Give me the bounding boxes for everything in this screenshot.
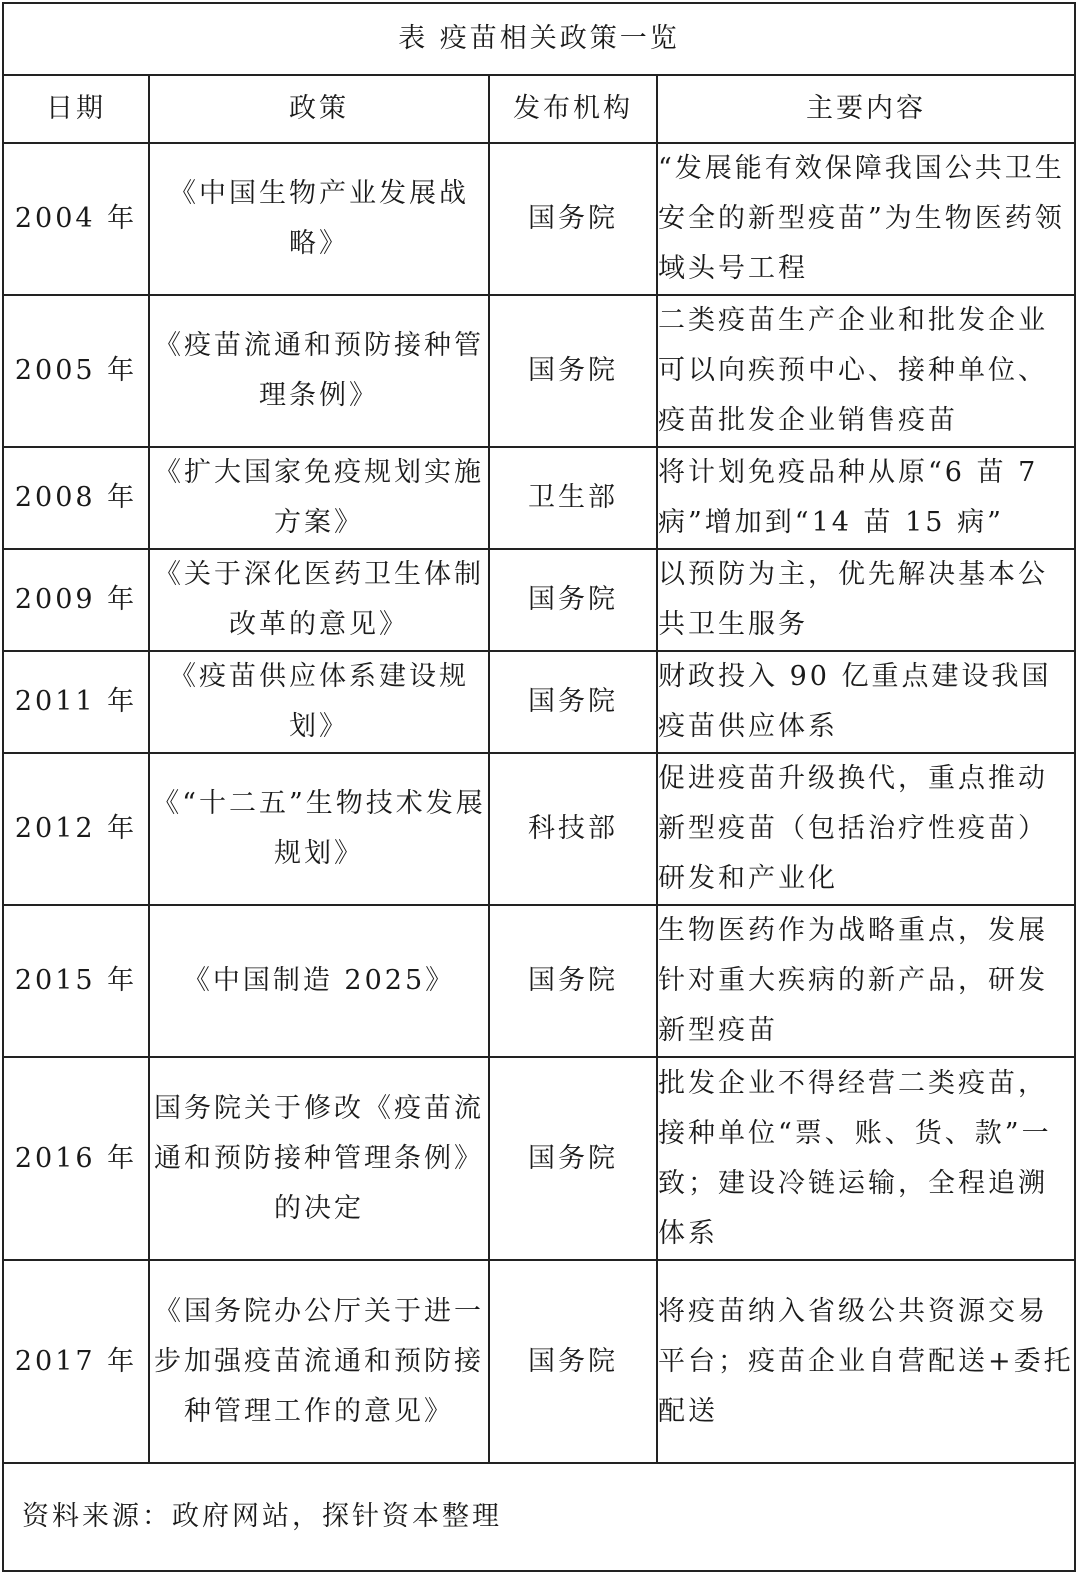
cell-date: 2004 年 bbox=[3, 143, 149, 295]
cell-content: 将计划免疫品种从原“6 苗 7 病”增加到“14 苗 15 病” bbox=[657, 447, 1075, 549]
table-row bbox=[3, 1260, 1075, 1463]
header-date: 日期 bbox=[3, 75, 149, 143]
header-org: 发布机构 bbox=[489, 75, 657, 143]
cell-policy: 《疫苗供应体系建设规划》 bbox=[149, 651, 489, 753]
table-row bbox=[3, 1057, 1075, 1260]
cell-org: 国务院 bbox=[489, 295, 657, 447]
cell-org: 国务院 bbox=[489, 1260, 657, 1463]
cell-policy: 《中国生物产业发展战略》 bbox=[149, 143, 489, 295]
cell-org: 国务院 bbox=[489, 905, 657, 1057]
cell-policy: 《中国制造 2025》 bbox=[149, 905, 489, 1057]
cell-content: 促进疫苗升级换代，重点推动新型疫苗（包括治疗性疫苗）研发和产业化 bbox=[657, 753, 1075, 905]
cell-org: 国务院 bbox=[489, 1057, 657, 1260]
cell-date: 2009 年 bbox=[3, 549, 149, 651]
cell-date: 2008 年 bbox=[3, 447, 149, 549]
table-row bbox=[3, 549, 1075, 651]
cell-content: 财政投入 90 亿重点建设我国疫苗供应体系 bbox=[657, 651, 1075, 753]
cell-policy: 《疫苗流通和预防接种管理条例》 bbox=[149, 295, 489, 447]
header-policy: 政策 bbox=[149, 75, 489, 143]
cell-content: 二类疫苗生产企业和批发企业可以向疾预中心、接种单位、疫苗批发企业销售疫苗 bbox=[657, 295, 1075, 447]
table-row bbox=[3, 753, 1075, 905]
cell-content: 生物医药作为战略重点，发展针对重大疾病的新产品，研发新型疫苗 bbox=[657, 905, 1075, 1057]
cell-date: 2016 年 bbox=[3, 1057, 149, 1260]
cell-date: 2011 年 bbox=[3, 651, 149, 753]
cell-content: 批发企业不得经营二类疫苗，接种单位“票、账、货、款”一致；建设冷链运输，全程追溯体系 bbox=[657, 1057, 1075, 1260]
cell-content: “发展能有效保障我国公共卫生安全的新型疫苗”为生物医药领域头号工程 bbox=[657, 143, 1075, 295]
cell-policy: 《关于深化医药卫生体制改革的意见》 bbox=[149, 549, 489, 651]
cell-org: 国务院 bbox=[489, 143, 657, 295]
cell-date: 2005 年 bbox=[3, 295, 149, 447]
cell-policy: 《国务院办公厅关于进一步加强疫苗流通和预防接种管理工作的意见》 bbox=[149, 1260, 489, 1463]
table-row bbox=[3, 447, 1075, 549]
cell-policy: 《“十二五”生物技术发展规划》 bbox=[149, 753, 489, 905]
cell-org: 国务院 bbox=[489, 549, 657, 651]
cell-org: 卫生部 bbox=[489, 447, 657, 549]
cell-content: 将疫苗纳入省级公共资源交易平台；疫苗企业自营配送+委托配送 bbox=[657, 1260, 1075, 1463]
cell-org: 国务院 bbox=[489, 651, 657, 753]
cell-policy: 《扩大国家免疫规划实施方案》 bbox=[149, 447, 489, 549]
table-row bbox=[3, 651, 1075, 753]
cell-org: 科技部 bbox=[489, 753, 657, 905]
table-row bbox=[3, 295, 1075, 447]
cell-content: 以预防为主，优先解决基本公共卫生服务 bbox=[657, 549, 1075, 651]
policy-table bbox=[2, 2, 1076, 1572]
header-content: 主要内容 bbox=[657, 75, 1075, 143]
source-note: 资料来源：政府网站，探针资本整理 bbox=[3, 1463, 1075, 1571]
table-title: 表 疫苗相关政策一览 bbox=[3, 3, 1075, 75]
cell-date: 2015 年 bbox=[3, 905, 149, 1057]
cell-date: 2017 年 bbox=[3, 1260, 149, 1463]
table-row bbox=[3, 905, 1075, 1057]
table-row bbox=[3, 143, 1075, 295]
cell-date: 2012 年 bbox=[3, 753, 149, 905]
cell-policy: 国务院关于修改《疫苗流通和预防接种管理条例》的决定 bbox=[149, 1057, 489, 1260]
